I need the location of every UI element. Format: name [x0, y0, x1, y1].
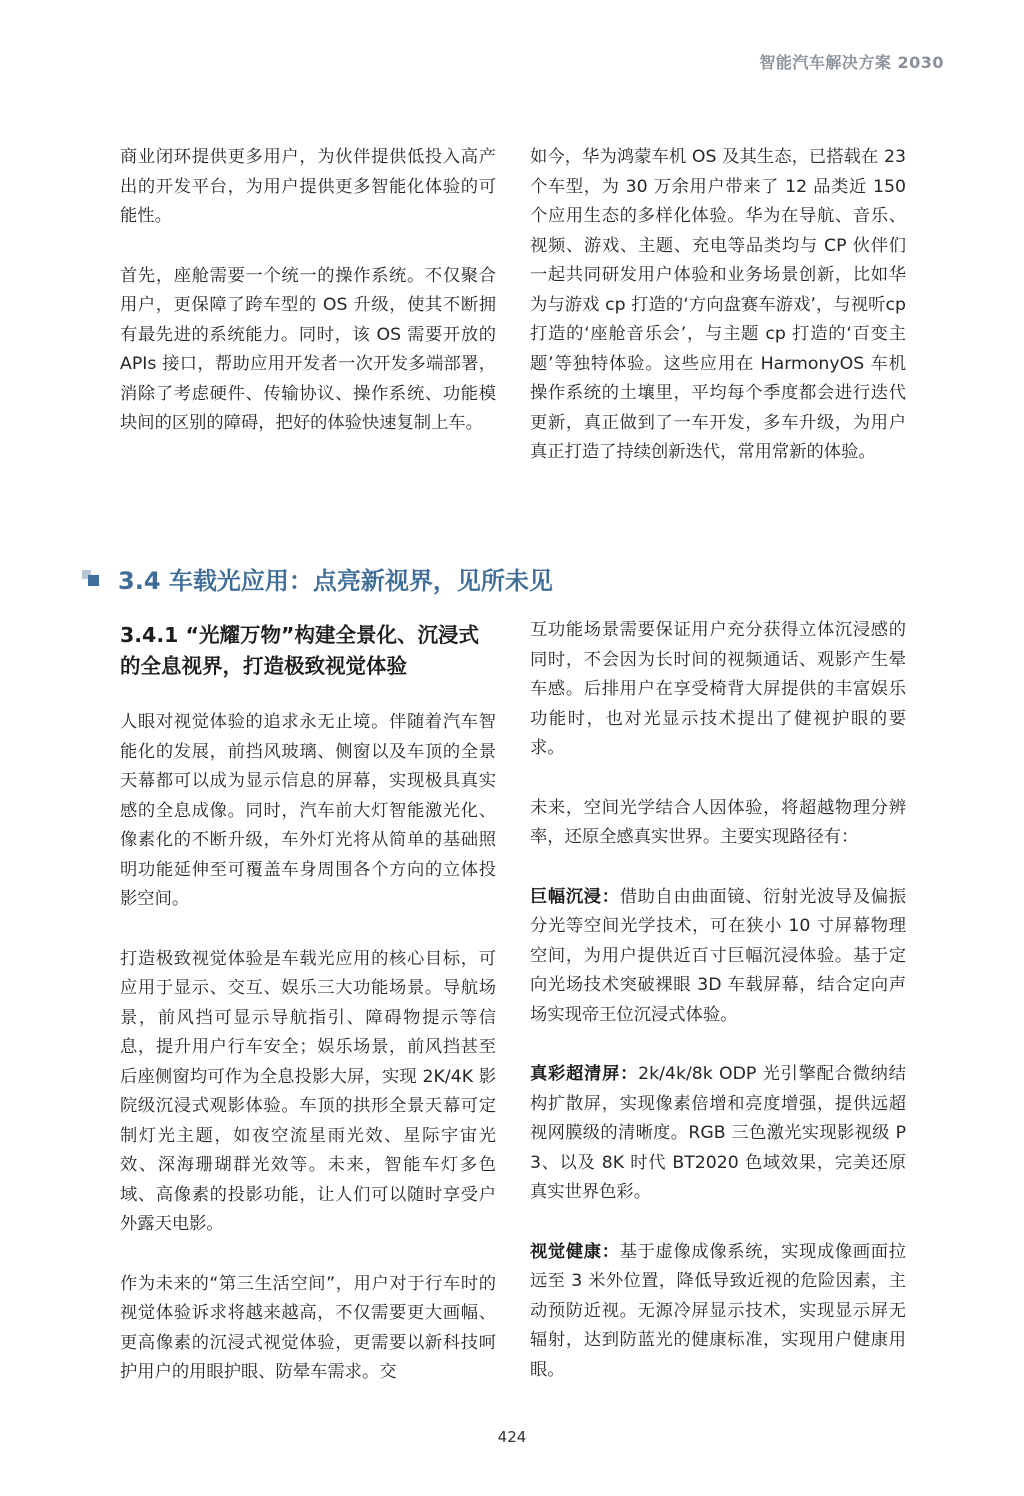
bottom-right-column	[530, 616, 906, 1415]
top-right-column	[530, 143, 906, 498]
paragraph: 打造极致视觉体验是车载光应用的核心目标，可应用于显示、交互、娱乐三大功能场景。导航场景，前风挡可显示导航指引、障碍物提示等信息，提升用户行车安全；娱乐场景，前风挡甚至后座侧窗均可作为全息投影大屏，实现 2K/4K 影院级沉浸式观影体验。车顶的拱形全景天幕可定制灯光主题，如夜空流星雨光效、星际宇宙光效、深海珊瑚群光效等。未来，智能车灯多色域、高像素的投影功能，让人们可以随时享受户外露天电影。	[120, 948, 496, 1234]
feature-item	[530, 1060, 906, 1208]
paragraph: 商业闭环提供更多用户，为伙伴提供低投入高产出的开发平台，为用户提供更多智能化体验的可能性。	[120, 147, 496, 226]
page-number: 424	[497, 1428, 527, 1446]
paragraph: 如今，华为鸿蒙车机 OS 及其生态，已搭载在 23 个车型，为 30 万余用户带来了 12 品类近 150 个应用生态的多样化体验。华为在导航、音乐、视频、游戏、主题、充电等品类均与 CP 伙伴们一起共同研发用户体验和业务场景创新，比如华为与游戏 cp 打造的‘方向盘赛车游戏’，与视听cp 打造的‘座舱音乐会’，与主题 cp 打造的‘百变主题’等独特体验。这些应用在 HarmonyOS 车机操作系统的土壤里，平均每个季度都会进行迭代更新，真正做到了一车开发，多车升级，为用户真正打造了持续创新迭代，常用常新的体验。	[530, 147, 906, 462]
feature-item	[530, 1238, 906, 1386]
paragraph: 首先，座舱需要一个统一的操作系统。不仅聚合用户，更保障了跨车型的 OS 升级，使其不断拥有最先进的系统能力。同时，该 OS 需要开放的 APIs 接口，帮助应用开发者一次开发多端部署，消除了考虑硬件、传输协议、操作系统、功能模块间的区别的障碍，把好的体验快速复制上车。	[120, 265, 496, 433]
subsection-heading: 3.4.1 “光耀万物”构建全景化、沉浸式的全息视界，打造极致视觉体验	[120, 623, 479, 678]
feature-term: 视觉健康：	[530, 1241, 620, 1262]
section-marker-icon	[82, 570, 102, 586]
paragraph: 未来，空间光学结合人因体验，将超越物理分辨率，还原全感真实世界。主要实现路径有：	[530, 797, 906, 847]
feature-text: 2k/4k/8k ODP 光引擎配合微纳结构扩散屏，实现像素倍增和亮度增强，提供远超视网膜级的清晰度。RGB 三色激光实现影视级 P3、以及 8K 时代 BT2020 色域效果，完美还原真实世界色彩。	[530, 1064, 906, 1202]
section-heading-row	[82, 558, 553, 598]
bottom-left-column	[120, 620, 496, 1418]
feature-term: 巨幅沉浸：	[530, 886, 620, 907]
running-header-title: 智能汽车解决方案 2030	[759, 53, 944, 72]
feature-text: 基于虚像成像系统，实现成像画面拉远至 3 米外位置，降低导致近视的危险因素，主动预防近视。无源冷屏显示技术，实现显示屏无辐射，达到防蓝光的健康标准，实现用户健康用眼。	[530, 1241, 906, 1380]
paragraph: 互功能场景需要保证用户充分获得立体沉浸感的同时，不会因为长时间的视频通话、观影产生晕车感。后排用户在享受椅背大屏提供的丰富娱乐功能时，也对光显示技术提出了健视护眼的要求。	[530, 620, 906, 758]
feature-term: 真彩超清屏：	[530, 1064, 639, 1084]
paragraph: 人眼对视觉体验的追求永无止境。伴随着汽车智能化的发展，前挡风玻璃、侧窗以及车顶的全景天幕都可以成为显示信息的屏幕，实现极具真实感的全息成像。同时，汽车前大灯智能激光化、像素化的不断升级，车外灯光将从简单的基础照明功能延伸至可覆盖车身周围各个方向的立体投影空间。	[120, 712, 496, 909]
feature-text: 借助自由曲面镜、衍射光波导及偏振分光等空间光学技术，可在狭小 10 寸屏幕物理空间，为用户提供近百寸巨幅沉浸体验。基于定向光场技术突破裸眼 3D 车载屏幕，结合定向声场实现帝王位沉浸式体验。	[530, 886, 906, 1025]
top-left-column	[120, 143, 496, 469]
section-heading: 3.4 车载光应用：点亮新视界，见所未见	[118, 566, 553, 595]
paragraph: 作为未来的“第三生活空间”，用户对于行车时的视觉体验诉求将越来越高，不仅需要更大画幅、更高像素的沉浸式视觉体验，更需要以新科技呵护用户的用眼护眼、防晕车需求。交	[120, 1273, 496, 1382]
feature-item	[530, 883, 906, 1031]
